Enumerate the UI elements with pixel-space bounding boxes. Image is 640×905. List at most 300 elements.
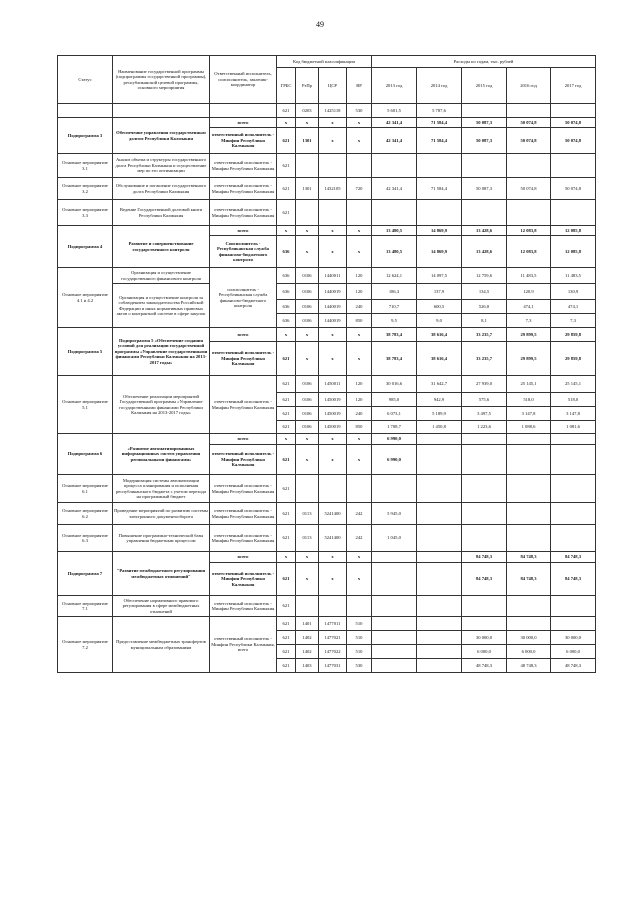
executor-cell: ответственный исполнитель - Минфин Республики Калмыкия xyxy=(210,178,277,200)
name-cell: "Развитие межбюджетного регулирования межбюджетных отношений" xyxy=(113,552,210,596)
amount-cell: 42 341,4 xyxy=(372,118,417,128)
status-cell: Основное мероприятие 3.1 xyxy=(58,154,113,178)
amount-cell: 13 428,6 xyxy=(462,236,507,268)
amount-cell: 710,7 xyxy=(372,300,417,314)
amount-cell: 575,6 xyxy=(462,393,507,407)
amount-cell: 5 787,6 xyxy=(417,104,462,118)
amount-cell: 3 497,5 xyxy=(462,407,507,421)
status-cell: Основное мероприятие 6.1 xyxy=(58,475,113,503)
vr-cell: 120 xyxy=(347,268,372,284)
amount-cell: 50 087,3 xyxy=(462,118,507,128)
amount-cell: 6 990,0 xyxy=(372,434,417,445)
vr-cell: x xyxy=(347,342,372,376)
amount-cell xyxy=(462,525,507,552)
executor-cell: ответственный исполнитель - Минфин Республики Калмыкия xyxy=(210,200,277,226)
executor-cell: ответственный исполнитель - Минфин Республики Калмыкия xyxy=(210,475,277,503)
vr-cell: 120 xyxy=(347,393,372,407)
amount-cell: 474,1 xyxy=(507,300,551,314)
amount-cell: 33 235,7 xyxy=(462,342,507,376)
vr-cell: 850 xyxy=(347,421,372,434)
amount-cell xyxy=(417,445,462,475)
amount-cell xyxy=(507,596,551,617)
amount-cell: 11 483,5 xyxy=(551,268,596,284)
amount-cell: 50 074,8 xyxy=(507,128,551,154)
executor-cell: Соисполнитель - Республиканская служба финансово-бюджетного контроля xyxy=(210,236,277,268)
header-expenses: Расходы по годам, тыс. рублей xyxy=(372,56,596,68)
amount-cell: 7,3 xyxy=(507,314,551,328)
table-row xyxy=(58,268,596,284)
grbs-cell: 621 xyxy=(277,128,296,154)
amount-cell: 30 000,0 xyxy=(507,631,551,645)
status-cell: Подпрограмма 4 xyxy=(58,226,113,268)
rzpr-cell: x xyxy=(296,434,319,445)
grbs-cell: x xyxy=(277,434,296,445)
csr-cell: 1440019 xyxy=(319,314,347,328)
table-row xyxy=(58,552,596,563)
vr-cell xyxy=(347,596,372,617)
status-cell: Основное мероприятие 4.1 и 4.2 xyxy=(58,268,113,328)
header-grbs: ГРБС xyxy=(277,68,296,104)
amount-cell: 6 000,0 xyxy=(462,645,507,659)
name-cell: «Развитие автоматизированных информационных систем управления региональными финансами» xyxy=(113,434,210,475)
amount-cell: 84 748,3 xyxy=(551,552,596,563)
header-year: 2017 год xyxy=(551,68,596,104)
vr-cell: x xyxy=(347,128,372,154)
amount-cell xyxy=(372,596,417,617)
amount-cell: 1 708,7 xyxy=(372,421,417,434)
amount-cell: 518,0 xyxy=(507,393,551,407)
amount-cell xyxy=(551,503,596,525)
grbs-cell: 621 xyxy=(277,503,296,525)
rzpr-cell: 0106 xyxy=(296,284,319,300)
table-row xyxy=(58,118,596,128)
amount-cell xyxy=(417,596,462,617)
header-budget-code: Код бюджетной классификации xyxy=(277,56,372,68)
amount-cell xyxy=(551,617,596,631)
vr-cell: 530 xyxy=(347,104,372,118)
executor-cell: всего xyxy=(210,552,277,563)
amount-cell: 50 074,8 xyxy=(551,118,596,128)
amount-cell xyxy=(462,200,507,226)
amount-cell: 29 859,8 xyxy=(551,328,596,342)
rzpr-cell xyxy=(296,596,319,617)
rzpr-cell: x xyxy=(296,342,319,376)
name-cell: Организация и осуществление государственного финансового контроля xyxy=(113,268,210,284)
status-cell: Основное мероприятие 7.1 xyxy=(58,596,113,617)
amount-cell: 12 624,1 xyxy=(372,268,417,284)
vr-cell: x xyxy=(347,328,372,342)
amount-cell xyxy=(551,525,596,552)
amount-cell: 12 085,8 xyxy=(551,226,596,236)
rzpr-cell: 0106 xyxy=(296,393,319,407)
amount-cell: 9,0 xyxy=(417,314,462,328)
csr-cell: x xyxy=(319,128,347,154)
rzpr-cell: 1402 xyxy=(296,631,319,645)
amount-cell: 30 000,0 xyxy=(551,631,596,645)
vr-cell: x xyxy=(347,552,372,563)
rzpr-cell: 0106 xyxy=(296,421,319,434)
amount-cell: 31 642,7 xyxy=(417,376,462,393)
name-cell: Обслуживание и погашение государственного долга Республики Калмыкия xyxy=(113,178,210,200)
name-cell: Организация и осуществление контроля за соблюдением законодательства Российской Федерации и иных нормативных правовых актов о контрактной системе в сфере закупок xyxy=(113,284,210,328)
amount-cell xyxy=(551,104,596,118)
amount-cell: 985,0 xyxy=(372,393,417,407)
amount-cell: 942,9 xyxy=(417,393,462,407)
grbs-cell: 621 xyxy=(277,563,296,596)
amount-cell: 38 783,4 xyxy=(372,328,417,342)
vr-cell: 242 xyxy=(347,525,372,552)
executor-cell: ответственный исполнитель - Минфин Республики Калмыкия, всего xyxy=(210,617,277,673)
table-row xyxy=(58,104,596,118)
amount-cell: 42 341,4 xyxy=(372,128,417,154)
amount-cell xyxy=(372,617,417,631)
rzpr-cell: 0106 xyxy=(296,407,319,421)
table-row xyxy=(58,154,596,178)
amount-cell: 38 616,4 xyxy=(417,342,462,376)
grbs-cell: 636 xyxy=(277,268,296,284)
table-row xyxy=(58,617,596,631)
amount-cell: 50 074,8 xyxy=(551,128,596,154)
header-rzpr: РзПр xyxy=(296,68,319,104)
header-year: 2014 год xyxy=(417,68,462,104)
amount-cell xyxy=(462,596,507,617)
csr-cell: x xyxy=(319,226,347,236)
amount-cell xyxy=(507,525,551,552)
amount-cell: 13 480,5 xyxy=(372,236,417,268)
vr-cell: 120 xyxy=(347,376,372,393)
amount-cell: 84 748,3 xyxy=(462,552,507,563)
amount-cell xyxy=(462,104,507,118)
csr-cell: 1450019 xyxy=(319,421,347,434)
amount-cell xyxy=(417,659,462,673)
amount-cell: 29 899,5 xyxy=(507,342,551,376)
csr-cell: 1450011 xyxy=(319,376,347,393)
amount-cell: 84 748,3 xyxy=(507,563,551,596)
name-cell: Обеспечение нормативного правового регулирования в сфере межбюджетных отношений xyxy=(113,596,210,617)
amount-cell: 6 073,1 xyxy=(372,407,417,421)
amount-cell xyxy=(372,475,417,503)
executor-cell: ответственный исполнитель - Минфин Республики Калмыкия xyxy=(210,596,277,617)
grbs-cell: 621 xyxy=(277,421,296,434)
name-cell: Проведение мероприятий по развитию системы электронного документооборота xyxy=(113,503,210,525)
amount-cell xyxy=(507,104,551,118)
table-row xyxy=(58,525,596,552)
amount-cell xyxy=(462,434,507,445)
amount-cell: 1 081,6 xyxy=(551,421,596,434)
name-cell: Модернизация системы автоматизации процесса планирования и исполнения республиканского бюджета с учетом перехода на программный бюджет xyxy=(113,475,210,503)
executor-cell: соисполнитель - Республиканская служба финансово-бюджетного контроля xyxy=(210,268,277,328)
csr-cell: 1440019 xyxy=(319,300,347,314)
table-row xyxy=(58,226,596,236)
amount-cell: 5 189,9 xyxy=(417,407,462,421)
rzpr-cell xyxy=(296,154,319,178)
amount-cell: 1 045,0 xyxy=(372,525,417,552)
vr-cell: 510 xyxy=(347,645,372,659)
amount-cell: 9,5 xyxy=(372,314,417,328)
vr-cell: 530 xyxy=(347,659,372,673)
status-cell: Основное мероприятие 3.3 xyxy=(58,200,113,226)
grbs-cell: x xyxy=(277,226,296,236)
amount-cell: 3 147,8 xyxy=(551,407,596,421)
amount-cell: 50 074,8 xyxy=(507,118,551,128)
vr-cell: x xyxy=(347,563,372,596)
amount-cell xyxy=(462,154,507,178)
grbs-cell: 621 xyxy=(277,200,296,226)
vr-cell: 720 xyxy=(347,178,372,200)
amount-cell: 38 616,4 xyxy=(417,328,462,342)
table-row xyxy=(58,200,596,226)
amount-cell: 134,5 xyxy=(462,284,507,300)
amount-cell: 1 088,6 xyxy=(507,421,551,434)
rzpr-cell xyxy=(296,200,319,226)
amount-cell: 5 601,5 xyxy=(372,104,417,118)
csr-cell: x xyxy=(319,445,347,475)
amount-cell xyxy=(372,552,417,563)
executor-cell: ответственный исполнитель - Минфин Республики Калмыкия xyxy=(210,503,277,525)
vr-cell: x xyxy=(347,445,372,475)
rzpr-cell: x xyxy=(296,236,319,268)
name-cell: Предоставление межбюджетных трансфертов муниципальным образованиям xyxy=(113,617,210,673)
amount-cell xyxy=(417,475,462,503)
amount-cell: 38 783,4 xyxy=(372,342,417,376)
status-cell xyxy=(58,104,113,118)
csr-cell: 1450019 xyxy=(319,407,347,421)
header-vr: ВР xyxy=(347,68,372,104)
vr-cell: 510 xyxy=(347,631,372,645)
amount-cell: 71 584,4 xyxy=(417,178,462,200)
rzpr-cell: 1403 xyxy=(296,659,319,673)
rzpr-cell: 0113 xyxy=(296,525,319,552)
amount-cell: 11 483,5 xyxy=(507,268,551,284)
name-cell: Подпрограмма 5 «Обеспечение создания условий для реализации государственной программы «Управление государственными финансами Республики Калмыкия на 2013-2017 годы» xyxy=(113,328,210,376)
table-row xyxy=(58,475,596,503)
csr-cell: 1477021 xyxy=(319,631,347,645)
amount-cell: 12 759,6 xyxy=(462,268,507,284)
status-cell: Основное мероприятие 5.1 xyxy=(58,376,113,434)
grbs-cell: x xyxy=(277,552,296,563)
csr-cell: 1440019 xyxy=(319,284,347,300)
amount-cell: 6 000,0 xyxy=(551,645,596,659)
amount-cell xyxy=(551,154,596,178)
amount-cell: 3 147,8 xyxy=(507,407,551,421)
grbs-cell: 636 xyxy=(277,300,296,314)
rzpr-cell: 0113 xyxy=(296,503,319,525)
rzpr-cell: 0106 xyxy=(296,376,319,393)
amount-cell xyxy=(462,475,507,503)
amount-cell: 50 074,8 xyxy=(507,178,551,200)
rzpr-cell: 1301 xyxy=(296,178,319,200)
budget-table xyxy=(57,55,596,673)
amount-cell: 14 097,5 xyxy=(417,268,462,284)
vr-cell: 510 xyxy=(347,617,372,631)
grbs-cell: 621 xyxy=(277,631,296,645)
vr-cell: 120 xyxy=(347,284,372,300)
grbs-cell: 621 xyxy=(277,407,296,421)
amount-cell xyxy=(372,659,417,673)
rzpr-cell: 0203 xyxy=(296,104,319,118)
csr-cell xyxy=(319,596,347,617)
grbs-cell: 621 xyxy=(277,445,296,475)
status-cell: Основное мероприятие 6.2 xyxy=(58,503,113,525)
status-cell: Основное мероприятие 3.2 xyxy=(58,178,113,200)
amount-cell: 50 087,3 xyxy=(462,128,507,154)
amount-cell: 27 939,0 xyxy=(462,376,507,393)
table-row xyxy=(58,178,596,200)
amount-cell: 6 000,0 xyxy=(507,645,551,659)
amount-cell: 12 083,8 xyxy=(507,236,551,268)
status-cell: Основное мероприятие 7.2 xyxy=(58,617,113,673)
amount-cell: 186,3 xyxy=(372,284,417,300)
vr-cell xyxy=(347,154,372,178)
csr-cell: x xyxy=(319,552,347,563)
executor-cell: ответственный исполнитель - Минфин Республики Калмыкия xyxy=(210,563,277,596)
status-cell: Подпрограмма 7 xyxy=(58,552,113,596)
amount-cell: 7,3 xyxy=(551,314,596,328)
amount-cell: 48 748,3 xyxy=(462,659,507,673)
amount-cell: 12 083,8 xyxy=(507,226,551,236)
amount-cell: 14 869,9 xyxy=(417,236,462,268)
executor-cell: ответственный исполнитель - Минфин Республики Калмыкия xyxy=(210,445,277,475)
amount-cell: 518,0 xyxy=(551,393,596,407)
rzpr-cell: x xyxy=(296,328,319,342)
amount-cell: 8,1 xyxy=(462,314,507,328)
amount-cell xyxy=(417,617,462,631)
rzpr-cell xyxy=(296,475,319,503)
amount-cell xyxy=(507,475,551,503)
vr-cell: x xyxy=(347,236,372,268)
amount-cell: 1 450,8 xyxy=(417,421,462,434)
grbs-cell: 621 xyxy=(277,178,296,200)
amount-cell xyxy=(372,631,417,645)
csr-cell: 1432105 xyxy=(319,178,347,200)
csr-cell: x xyxy=(319,563,347,596)
name-cell xyxy=(113,104,210,118)
csr-cell xyxy=(319,475,347,503)
header-status: Статус xyxy=(58,56,113,104)
amount-cell xyxy=(417,631,462,645)
amount-cell xyxy=(462,503,507,525)
header-name: Наименование государственной программы (подпрограммы государственной программы), республиканской целевой программы, основного мероприятия xyxy=(113,56,210,104)
rzpr-cell: 0106 xyxy=(296,314,319,328)
amount-cell: 25 145,1 xyxy=(507,376,551,393)
csr-cell: 5241400 xyxy=(319,503,347,525)
amount-cell xyxy=(507,445,551,475)
amount-cell xyxy=(417,200,462,226)
amount-cell: 25 145,1 xyxy=(551,376,596,393)
amount-cell: 1 223,6 xyxy=(462,421,507,434)
amount-cell xyxy=(417,434,462,445)
amount-cell: 30 000,0 xyxy=(462,631,507,645)
executor-cell: всего xyxy=(210,226,277,236)
csr-cell: x xyxy=(319,236,347,268)
header-executor: Ответственный исполнитель, соисполнитель, заказчик-координатор xyxy=(210,56,277,104)
grbs-cell: 636 xyxy=(277,314,296,328)
name-cell: Обеспечение управления государственным долгом Республики Калмыкия xyxy=(113,118,210,154)
amount-cell: 48 748,3 xyxy=(507,659,551,673)
vr-cell: x xyxy=(347,118,372,128)
status-cell: Основное мероприятие 6.3 xyxy=(58,525,113,552)
amount-cell: 50 087,3 xyxy=(462,178,507,200)
amount-cell xyxy=(507,503,551,525)
rzpr-cell: x xyxy=(296,552,319,563)
csr-cell: x xyxy=(319,434,347,445)
amount-cell xyxy=(462,445,507,475)
executor-cell: ответственный исполнитель - Минфин Республики Калмыкия xyxy=(210,525,277,552)
name-cell: Повышение программно-технической базы управления бюджетным процессом xyxy=(113,525,210,552)
rzpr-cell: 1401 xyxy=(296,617,319,631)
executor-cell: ответственный исполнитель - Минфин Республики Калмыкия xyxy=(210,342,277,376)
amount-cell xyxy=(417,552,462,563)
status-cell: Подпрограмма 6 xyxy=(58,434,113,475)
amount-cell: 600,5 xyxy=(417,300,462,314)
rzpr-cell: 0106 xyxy=(296,300,319,314)
amount-cell: 84 748,3 xyxy=(551,563,596,596)
vr-cell: x xyxy=(347,226,372,236)
grbs-cell: 621 xyxy=(277,104,296,118)
header-year: 2016 год xyxy=(507,68,551,104)
amount-cell xyxy=(417,154,462,178)
grbs-cell: 621 xyxy=(277,596,296,617)
vr-cell xyxy=(347,475,372,503)
csr-cell: x xyxy=(319,328,347,342)
csr-cell: 1440011 xyxy=(319,268,347,284)
grbs-cell: 621 xyxy=(277,617,296,631)
executor-cell: ответственный исполнитель - Минфин Республики Калмыкия xyxy=(210,376,277,434)
amount-cell: 526,8 xyxy=(462,300,507,314)
amount-cell xyxy=(551,475,596,503)
amount-cell xyxy=(417,645,462,659)
name-cell: Анализ объема и структуры государственного долга Республики Калмыкия и осуществление мер по его оптимизации xyxy=(113,154,210,178)
amount-cell: 71 584,4 xyxy=(417,128,462,154)
rzpr-cell: x xyxy=(296,563,319,596)
amount-cell: 29 899,5 xyxy=(507,328,551,342)
vr-cell: 240 xyxy=(347,300,372,314)
executor-cell: всего xyxy=(210,328,277,342)
amount-cell xyxy=(372,154,417,178)
amount-cell xyxy=(507,154,551,178)
grbs-cell: 621 xyxy=(277,525,296,552)
amount-cell: 84 748,3 xyxy=(462,563,507,596)
grbs-cell: 636 xyxy=(277,236,296,268)
vr-cell: 242 xyxy=(347,503,372,525)
grbs-cell: 636 xyxy=(277,284,296,300)
rzpr-cell: x xyxy=(296,445,319,475)
header-csr: ЦСР xyxy=(319,68,347,104)
csr-cell: 1425118 xyxy=(319,104,347,118)
table-row xyxy=(58,284,596,300)
page-number: 49 xyxy=(316,20,324,29)
vr-cell: x xyxy=(347,434,372,445)
amount-cell: 120,9 xyxy=(507,284,551,300)
table-row xyxy=(58,328,596,342)
table-row xyxy=(58,434,596,445)
amount-cell: 130,9 xyxy=(551,284,596,300)
grbs-cell: 621 xyxy=(277,475,296,503)
table-row xyxy=(58,503,596,525)
amount-cell: 13 428,6 xyxy=(462,226,507,236)
amount-cell xyxy=(507,434,551,445)
amount-cell xyxy=(372,563,417,596)
rzpr-cell: x xyxy=(296,118,319,128)
amount-cell xyxy=(372,200,417,226)
grbs-cell: 621 xyxy=(277,645,296,659)
rzpr-cell: 1402 xyxy=(296,645,319,659)
csr-cell: 1450019 xyxy=(319,393,347,407)
executor-cell: ответственный исполнитель - Минфин Республики Калмыкия xyxy=(210,154,277,178)
amount-cell: 30 016,6 xyxy=(372,376,417,393)
amount-cell xyxy=(551,434,596,445)
amount-cell: 13 480,5 xyxy=(372,226,417,236)
